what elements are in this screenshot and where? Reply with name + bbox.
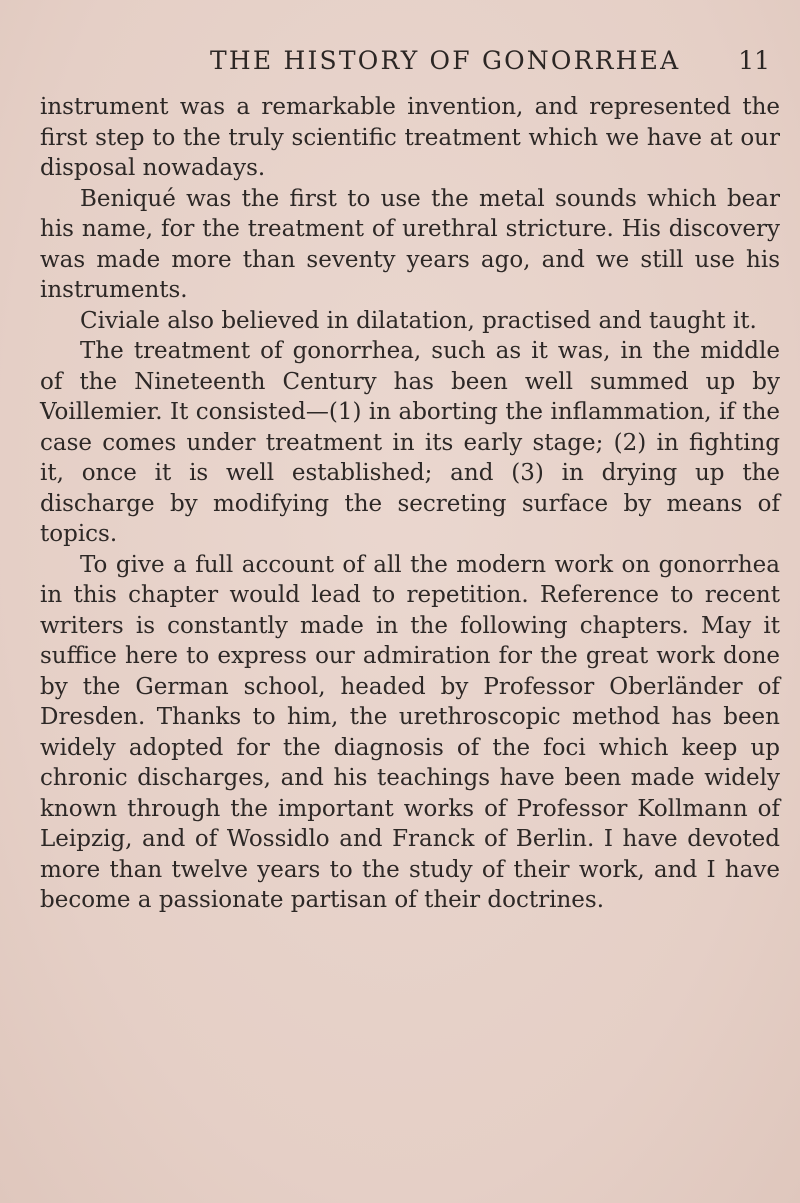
paragraph-voillemier: The treatment of gonorrhea, such as it was, in the middle of the Nineteenth Century has been well summed up by Voillemier. It consisted—(1) in aborting the inflammation, if the case comes under treatment in its early stage; (2) in fighting it, once it is well established; and (3) in drying up the discharge by modifying the secreting surface by means of topics.	[40, 338, 780, 547]
page-number: 11	[738, 46, 770, 75]
paragraph-civiale: Civiale also believed in dilatation, practised and taught it.	[80, 307, 757, 334]
running-head	[40, 46, 770, 80]
running-title: THE HISTORY OF GONORRHEA	[210, 46, 681, 75]
body-text	[40, 92, 780, 916]
paragraph-modern-work: To give a full account of all the modern work on gonorrhea in this chapter would lead to repetition. Reference to recent writers is constantly made in the following chapters. May it suffice here to express our admiration for the great work done by the German school, headed by Professor Oberländer of Dresden. Thanks to him, the urethroscopic method has been widely adopted for the diagnosis of the foci which keep up chronic discharges, and his teachings have been made widely known through the important works of Professor Kollmann of Leipzig, and of Wossidlo and Franck of Berlin. I have devoted more than twelve years to the study of their work, and I have become a passionate partisan of their doctrines.	[40, 551, 780, 913]
paragraph-continuation: instrument was a remarkable invention, and represented the first step to the truly scientific treatment which we have at our disposal nowadays.	[40, 94, 780, 181]
paragraph-benique: Beniqué was the first to use the metal sounds which bear his name, for the treatment of urethral stricture. His discovery was made more than seventy years ago, and we still use his instruments.	[40, 185, 780, 303]
